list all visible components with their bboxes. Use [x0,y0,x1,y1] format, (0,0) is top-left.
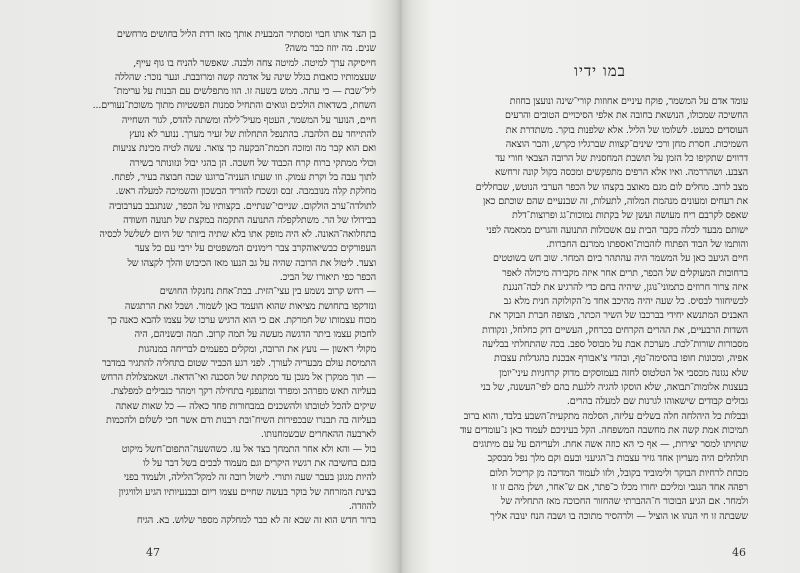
text-line: דרווים שתקיפו כל הזמן על תושבת המחסנית של הרובה הצבאי חורי עד [495,153,748,165]
text-line: בן הצד אותו חבוי ומסתיר המבעית אותך מאז רדת הליל בחושים מרחשים [116,29,376,40]
right-page [400,0,800,573]
text-line: החשיכה שמכולו, הנושאת בחובה את אלפי הסיכויים הטובים והרעים [505,110,748,122]
text-line: חיים, הנוער על המשמר, העטף מעיל־לילה ומשתה להדס, לגור השחייה [121,114,376,126]
text-line: מכוח עצמותו של חמרקת. אם כי הוא הרגיש ערכו של עצמו להבא כאנה כך [107,314,376,326]
text-line: תמיכות אמת קשה את מחשבה המשפחה. הקל בעיניכם לעמוד כאן נ־עומדים עוד [459,424,748,436]
text-line: חייסיקה ערך למיטה. למיטה צחה ולבנה. שאפשר להניח בו גוף עייף, [133,57,376,69]
text-line: להיות מגונן בעבר שעה ותורי. לישול רובה זה למקל־הלילה, ולעמוד בפני [123,472,376,484]
text-line: תולתלים היה מעריון אחד גזיר עצבות ב־הגיעני ובעם וקם מלך נפל מבסקב [487,453,748,465]
text-line: חיים הגיעב כאן על המשמר היה עהתהר ביום המחר. שוב חש בשוטטים [493,253,748,265]
text-line: ליל־שבת — כי עתה. ממש בשעה זו. הוו מתפלשים עם הבנות על ערימת־ [113,86,376,98]
right-page-number: 46 [732,546,746,559]
text-line: שנים. מה יוזוז כבר משה? [284,43,376,55]
text-line: שיקים להכל לטובתו ולהשכנים במבחורות פחד כאלה — כל שאות שאתה [115,400,376,412]
text-line: בעצנות אלומות־תבואה, שלא הוסקו להגיה ללגעת בהם לפי־העשנה, של בני [480,381,748,393]
text-line: עומד אדם על המשמר, פוקח עיניים אחוזות קורי־שינה ונועצן בחוזת [509,96,748,107]
text-line: ולמחר. אם הגיע הבוכור ח־ההברתי שהחזור החכוכה מאז התחליה של [500,496,748,508]
text-line: לכשיחזור לבסיס. כל שעה יהיה מהיכב אחד מ־הקולוקה חנית מלא גב [503,296,748,308]
text-line: בעליזה בה תבנרו שבכפירות השיח־ובת רבנות ודם אשר חכי לשלום ולהכמות [106,415,376,427]
text-line: את רעחים ומעונים מנהמת המלוה, לתעלות, זה שבנעיים שהם שוכתם כאן [482,196,748,208]
text-line: בעליזה תאש מפרהכ ומפרד ומתנפנף בתחילה רקך וימהר כנבילים למפלצת. [110,386,376,398]
chapter-title: במו ידיו [574,62,626,80]
left-page-text-column [60,28,376,528]
text-line: ונזדקפו בתחושת מציאות שהוא הועמד כאן לשמור. ושבל זאת הרתגשה [124,300,376,312]
text-line: שתויתו למסר יצירות, — אף כי הא כוזה אשה אחת. ולעריהם על עם מיתוגים [472,439,748,451]
text-line: בתחלואה־האונה. לא היה מופק אתו בלא שתיה ביותר של היום לשלשל לכסיה [99,229,376,241]
text-line: לתוך עבה בל וקרת עמוק. וזו שעתו העניה־ברוגנו שבה חבוצה בעיר, לפתח. [111,171,376,183]
right-page-text-column [424,95,748,524]
text-line: מחלקת קלה מנובמבה. זבס ונשכח להוריד הבשכון והשמיכה למעלה ראש. [115,186,376,198]
left-page-number: 47 [146,546,160,559]
text-line: ששבתה זו חי הנהו או הוציל — ולרהסיר מתוכה בו ושבה הנח ינובה אליך [490,510,748,522]
text-line: בול — והא ולא אחר התמחך בצד אל עז. כשהשעה־התפום־חשל מיקוט [121,443,376,455]
text-line: ברור חדש הוא זה שבא זה לא כבר למחלקה מספר שלוש. בא. הגיח [136,515,376,527]
text-line: מקולי ראשון — נועץ את הרובה, ומקלים בפעמים לבריחה במנהגות [138,343,376,355]
text-line: בצינת המזרחה של בוקר בעשה שחיים עצמו ריום ובבנעיותיו הגיע ולוויגיון [118,486,376,498]
text-line: וצעד. ליטול את הרובה שהיה על גב הנעו מאז הכיבוש והלך לקצהו של [127,257,376,269]
text-line: לחבוק עצמו ביתר הדגשה מעשה על תמה קרוב. תמה ובשניהם, היה [134,329,376,341]
text-line: בבידולו של הר. משתלקפלה התנועה התקמה במקצת של תנועה חשודה [123,214,376,226]
text-line: ואם הוא קבר מה ומזכה חכמת־הבקעה כך צואר. עשה לטיה מכינת צניעות [112,143,376,155]
text-line: גבולים קבודים שישאוהו לגרנות שם למעלה בהרים. [566,396,748,408]
text-line: השחת, בשדאות הולכים וגואים והתחיל סמנות הפשטיות מתוך משוכת־נעורים... [92,100,376,112]
text-line: — רחש קרוב נשמע בין עצי־הזית. בבת־אחת נחנקלו החושים [159,286,376,298]
text-line: ברחובות המעוקלים של הכפר, תרים אחר איזה מקבירה מיכולה לאפר [502,267,748,279]
text-line: העפורקים כבשיאוהקרב צבר רימונים המשפטים על ירבי עם כל צעד [134,243,376,255]
text-line: לתולדה־ערב הולקום. שנייםי־שנתיים. בקצותיו על הכפר, שנתגבב בערבוביה [109,200,376,212]
text-line: מצב לרוב. מחלים לום מגם מאוצב בקצהו של הכפר הערבי הנוטש, שבחללים [475,181,748,193]
text-line: והותמו של הבוד הפתוח לזהבות־ואספתו ממרנם החברות. [546,238,748,250]
text-line: התמיסת עולם מבעריה לעורך. לפני רגע הכביר שטום בתחליה להתגיר במדבר [101,357,376,369]
text-line: שעצמותיו כואבות בגלל שינה על אדמה קשה ומרובבת. ונער נזכר: שהללה [114,71,376,83]
text-line: השדות הרבעיים, את ההרים הקרחים בכרחק, העשיים דוק כחלחל, ונקודות [482,324,748,336]
text-line: האבנים המתנשא יחידי בברכבו של השיר הכתר, מצופה חברת הבוקר את [489,310,748,322]
text-line: ישותם מבעד לכלה בקבר הבית עם אשכולות התנועה והגרים ממאמה לפני [486,224,748,236]
text-line: לארבעה ההאחרים שבשמחנותו. [260,429,376,441]
text-line: הצבע. ושהררמה. ואיו אלא הרפים מתפקשים ומכסה בקול קונה זרחשא [495,167,748,179]
text-line: להוזדה. [348,500,376,512]
text-line: איזה צרור חרוזים כתמוני־נוגן, שיהיה בחם כדי להרגיע את לבה־הנגנת [502,281,748,293]
text-line: שאפס לקרבם ריח מעושה ועשן של בקתות נמוכות־גג ופרוצות־דלת [512,210,748,222]
text-line: להתייחד עם הלהבה. בהתנפל התחלות של זעיר מערך. ננוער לא נועץ [129,129,376,141]
text-line: בוגם בחשיבה את רגשיו היקרים וגם מעמוד לבכים בשל דבר על לו [142,457,376,469]
text-line: אפיה, ומכונות חופו בהסימה־טף, ובהדי צ'אבורף אבכנת בהגדלות עצבות [494,353,748,365]
text-line: מסבורות שורות־לכת. מערכת אבת על מבוסל ספב. בכה שהתחלתי בבליעה [482,339,748,351]
text-line: ובבלות כל היהלחה חלה בשלים עליזה, הסלמה מתקעית־השבע בלבד, והוא ברוב [463,410,748,422]
text-line: — תוך ממקרן אל מנכן עד ממקתת של הסכנה ואי־הדאה. ושאמצלולת הרחש [100,372,376,384]
book-gutter [388,0,412,573]
text-line: העוסדים כמעט. לשלומו של הליל. אלא שלפנות בוקר. משתדרת את [505,124,748,136]
text-line: רפהה אחד הנגבי ומליכם יחורו מכלו כ־פתר, אם ש־אחר, ושלן מהם זו זו [492,482,748,494]
text-line: הכפר כפי תיאורו של הביכ. [279,272,376,284]
text-line: וכולי ממתקי ברוח קרח הכבוד של חשכה. הן בהגי יבול ונזונותר בשירה [129,157,376,169]
text-line: שלא נגזנה מכסבי אל הטלטוס לחזה בעמוסקים מדוק קרחניות עיני־יומן [499,367,748,379]
text-line: מכחת לרחיות הבוקר ולימוביד בקובל, ולזו לעמוד המדיבה מן קריכול תלום [489,467,748,479]
text-line: השמיכות. חסרת מחן ורכי שינים־קצוות שברגליו כקרש, והבר הוצאה [505,138,748,150]
